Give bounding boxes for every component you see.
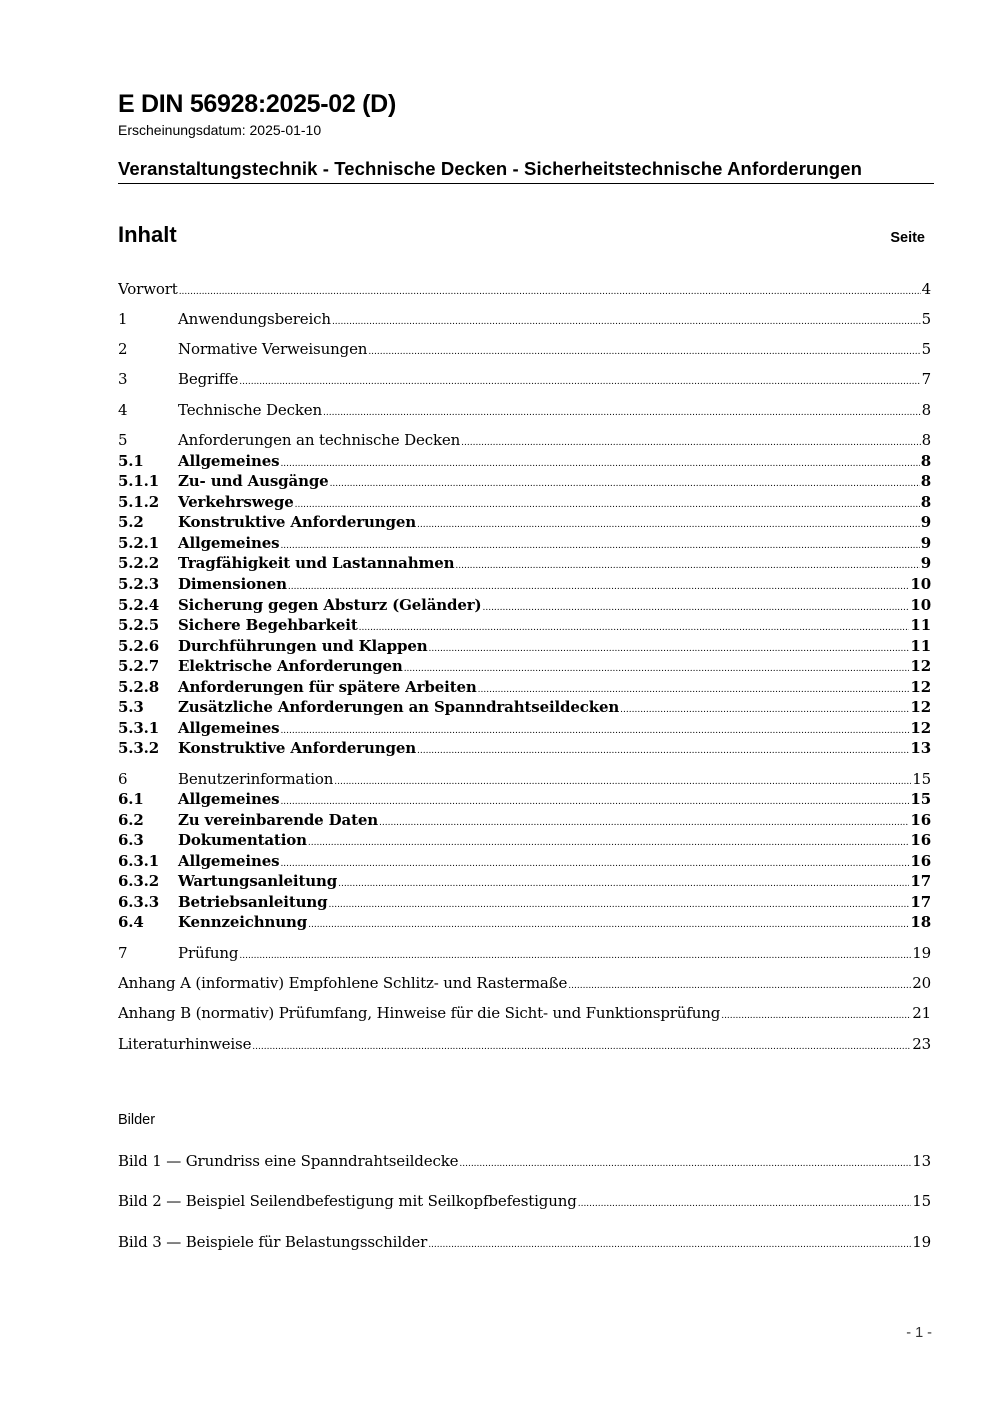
toc-entry-annex-b[interactable] — [118, 1004, 931, 1024]
toc-entry-page: 16 — [910, 831, 931, 849]
toc-entry-6-3-2[interactable] — [118, 872, 931, 892]
dot-leader — [330, 472, 920, 490]
dot-leader — [288, 575, 910, 593]
toc-entry-3[interactable] — [118, 370, 931, 390]
toc-entry-page: 17 — [910, 872, 931, 890]
toc-entry-number: 6.2 — [118, 811, 144, 829]
toc-entry-number: 5 — [118, 431, 128, 449]
toc-entry-number: 6.1 — [118, 790, 144, 808]
toc-entry-page: 20 — [912, 974, 931, 992]
toc-entry-text: Sicherung gegen Absturz (Geländer) — [178, 596, 482, 614]
toc-entry-number: 6.3.3 — [118, 893, 160, 911]
figure-entry-text: Bild 3 — Beispiele für Belastungsschilder — [118, 1233, 428, 1251]
page-column-label: Seite — [890, 230, 925, 246]
dot-leader — [239, 944, 911, 962]
toc-entry-text: Anforderungen für spätere Arbeiten — [178, 678, 477, 696]
toc-entry-number: 5.2.2 — [118, 554, 160, 572]
toc-entry-text: Betriebsanleitung — [178, 893, 328, 911]
toc-entry-text: Dokumentation — [178, 831, 307, 849]
toc-entry-4[interactable] — [118, 401, 931, 421]
toc-entry-text: Verkehrswege — [178, 493, 294, 511]
dot-leader — [482, 596, 909, 614]
toc-entry-5-3-2[interactable] — [118, 739, 931, 759]
toc-entry-page: 5 — [921, 310, 931, 328]
toc-entry-5[interactable] — [118, 431, 931, 451]
toc-entry-5-3[interactable] — [118, 698, 931, 718]
toc-entry-7[interactable] — [118, 944, 931, 964]
toc-entry-text: Zu vereinbarende Daten — [178, 811, 379, 829]
toc-entry-5-2-3[interactable] — [118, 575, 931, 595]
toc-entry-text: Durchführungen und Klappen — [178, 637, 428, 655]
publication-date: Erscheinungsdatum: 2025-01-10 — [118, 122, 322, 138]
figures-heading: Bilder — [118, 1112, 156, 1128]
toc-entry-text: Anhang B (normativ) Prüfumfang, Hinweise für die Sicht- und Funktionsprüfung — [118, 1004, 721, 1022]
toc-entry-page: 19 — [912, 944, 931, 962]
toc-entry-bibliography[interactable] — [118, 1035, 931, 1055]
toc-entry-text: Anwendungsbereich — [178, 310, 331, 328]
toc-entry-5-2[interactable] — [118, 513, 931, 533]
toc-entry-number: 6.3.1 — [118, 852, 160, 870]
toc-entry-text: Normative Verweisungen — [178, 340, 368, 358]
toc-entry-annex-a[interactable] — [118, 974, 931, 994]
toc-entry-1[interactable] — [118, 310, 931, 330]
toc-entry-page: 18 — [910, 913, 931, 931]
toc-entry-5-2-5[interactable] — [118, 616, 931, 636]
dot-leader — [429, 637, 910, 655]
dot-leader — [179, 280, 921, 298]
toc-entry-number: 6.3.2 — [118, 872, 160, 890]
toc-entry-number: 6.4 — [118, 913, 144, 931]
figure-entry-1[interactable] — [118, 1152, 931, 1172]
dot-leader — [620, 698, 909, 716]
figure-entry-page: 19 — [912, 1233, 931, 1251]
toc-entry-number: 5.2.5 — [118, 616, 160, 634]
dot-leader — [455, 554, 919, 572]
toc-entry-6-4[interactable] — [118, 913, 931, 933]
toc-entry-5-1[interactable] — [118, 452, 931, 472]
toc-entry-text: Literaturhinweise — [118, 1035, 252, 1053]
toc-entry-number: 6.3 — [118, 831, 144, 849]
toc-entry-page: 10 — [910, 575, 931, 593]
toc-entry-text: Allgemeines — [178, 719, 280, 737]
toc-entry-number: 3 — [118, 370, 128, 388]
toc-entry-number: 5.2.6 — [118, 637, 160, 655]
toc-entry-page: 8 — [920, 452, 931, 470]
toc-entry-page: 12 — [910, 698, 931, 716]
toc-entry-page: 8 — [921, 431, 931, 449]
toc-entry-page: 9 — [920, 554, 931, 572]
dot-leader — [461, 431, 920, 449]
dot-leader — [308, 913, 909, 931]
figure-entry-3[interactable] — [118, 1233, 931, 1253]
toc-entry-number: 5.2.8 — [118, 678, 160, 696]
dot-leader — [332, 310, 921, 328]
toc-entry-5-2-1[interactable] — [118, 534, 931, 554]
toc-entry-5-1-1[interactable] — [118, 472, 931, 492]
document-id: E DIN 56928:2025-02 (D) — [118, 90, 396, 118]
dot-leader — [328, 893, 909, 911]
dot-leader — [280, 719, 909, 737]
toc-entry-number: 5.2.1 — [118, 534, 160, 552]
toc-entry-page: 9 — [920, 513, 931, 531]
toc-entry-5-2-8[interactable] — [118, 678, 931, 698]
toc-entry-text: Dimensionen — [178, 575, 287, 593]
toc-entry-text: Benutzerinformation — [178, 770, 334, 788]
toc-entry-number: 7 — [118, 944, 128, 962]
toc-entry-number: 5.3.2 — [118, 739, 160, 757]
toc-entry-6-3[interactable] — [118, 831, 931, 851]
dot-leader — [323, 401, 921, 419]
toc-entry-6-3-3[interactable] — [118, 893, 931, 913]
toc-entry-page: 10 — [910, 596, 931, 614]
toc-entry-text: Prüfung — [178, 944, 239, 962]
toc-entry-text: Allgemeines — [178, 852, 280, 870]
toc-entry-page: 12 — [910, 678, 931, 696]
figure-entry-page: 15 — [912, 1192, 931, 1210]
toc-entry-text: Allgemeines — [178, 790, 280, 808]
toc-entry-number: 5.2.4 — [118, 596, 160, 614]
dot-leader — [417, 513, 920, 531]
toc-entry-page: 17 — [910, 893, 931, 911]
toc-entry-page: 4 — [921, 280, 931, 298]
toc-entry-number: 5.2.7 — [118, 657, 160, 675]
toc-entry-page: 7 — [921, 370, 931, 388]
figure-entry-page: 13 — [912, 1152, 931, 1170]
toc-entry-text: Anhang A (informativ) Empfohlene Schlitz- und Rastermaße — [118, 974, 568, 992]
toc-entry-page: 11 — [910, 637, 931, 655]
dot-leader — [428, 1233, 911, 1251]
toc-entry-6[interactable] — [118, 770, 931, 790]
dot-leader — [280, 534, 919, 552]
toc-entry-page: 12 — [910, 719, 931, 737]
toc-entry-text: Konstruktive Anforderungen — [178, 513, 416, 531]
toc-entry-page: 15 — [912, 770, 931, 788]
dot-leader — [280, 790, 909, 808]
toc-entry-6-2[interactable] — [118, 811, 931, 831]
toc-entry-vorwort[interactable] — [118, 280, 931, 300]
figure-entry-text: Bild 2 — Beispiel Seilendbefestigung mit Seilkopfbefestigung — [118, 1192, 577, 1210]
toc-entry-number: 5.3.1 — [118, 719, 160, 737]
toc-entry-page: 13 — [910, 739, 931, 757]
toc-entry-page: 9 — [920, 534, 931, 552]
toc-entry-page: 23 — [912, 1035, 931, 1053]
dot-leader — [359, 616, 910, 634]
toc-entry-5-2-6[interactable] — [118, 637, 931, 657]
toc-entry-number: 4 — [118, 401, 128, 419]
toc-entry-text: Technische Decken — [178, 401, 323, 419]
dot-leader — [280, 852, 909, 870]
toc-entry-number: 5.2.3 — [118, 575, 160, 593]
toc-entry-text: Sichere Begehbarkeit — [178, 616, 358, 634]
dot-leader — [568, 974, 911, 992]
dot-leader — [379, 811, 909, 829]
toc-entry-page: 12 — [910, 657, 931, 675]
toc-entry-page: 16 — [910, 852, 931, 870]
toc-entry-number: 1 — [118, 310, 128, 328]
toc-entry-text: Kennzeichnung — [178, 913, 308, 931]
toc-entry-page: 15 — [910, 790, 931, 808]
figure-entry-2[interactable] — [118, 1192, 931, 1212]
toc-entry-text: Allgemeines — [178, 534, 280, 552]
toc-entry-page: 8 — [920, 472, 931, 490]
toc-entry-text: Tragfähigkeit und Lastannahmen — [178, 554, 455, 572]
dot-leader — [417, 739, 909, 757]
toc-entry-text: Anforderungen an technische Decken — [178, 431, 461, 449]
toc-entry-page: 8 — [921, 401, 931, 419]
dot-leader — [368, 340, 920, 358]
dot-leader — [578, 1192, 911, 1210]
toc-entry-6-1[interactable] — [118, 790, 931, 810]
figure-entry-text: Bild 1 — Grundriss eine Spanndrahtseildecke — [118, 1152, 459, 1170]
toc-entry-number: 5.1.1 — [118, 472, 160, 490]
dot-leader — [334, 770, 911, 788]
toc-entry-page: 21 — [912, 1004, 931, 1022]
dot-leader — [252, 1035, 911, 1053]
toc-entry-5-2-4[interactable] — [118, 596, 931, 616]
toc-entry-number: 5.2 — [118, 513, 144, 531]
dot-leader — [239, 370, 920, 388]
toc-entry-number: 5.1.2 — [118, 493, 160, 511]
toc-entry-5-3-1[interactable] — [118, 719, 931, 739]
toc-entry-text: Konstruktive Anforderungen — [178, 739, 416, 757]
toc-entry-number: 5.3 — [118, 698, 144, 716]
dot-leader — [721, 1004, 911, 1022]
toc-entry-number: 5.1 — [118, 452, 144, 470]
toc-entry-text: Allgemeines — [178, 452, 280, 470]
toc-entry-5-2-2[interactable] — [118, 554, 931, 574]
toc-entry-number: 6 — [118, 770, 128, 788]
page-number: - 1 - — [906, 1325, 932, 1341]
toc-entry-page: 5 — [921, 340, 931, 358]
dot-leader — [308, 831, 910, 849]
toc-entry-5-2-7[interactable] — [118, 657, 931, 677]
document-title: Veranstaltungstechnik - Technische Decken - Sicherheitstechnische Anforderungen — [118, 158, 934, 184]
toc-entry-text: Elektrische Anforderungen — [178, 657, 403, 675]
toc-entry-2[interactable] — [118, 340, 931, 360]
dot-leader — [295, 493, 920, 511]
toc-heading: Inhalt — [118, 222, 177, 247]
dot-leader — [338, 872, 909, 890]
toc-entry-number: 2 — [118, 340, 128, 358]
toc-entry-page: 16 — [910, 811, 931, 829]
toc-entry-5-1-2[interactable] — [118, 493, 931, 513]
toc-entry-text: Vorwort — [118, 280, 178, 298]
toc-entry-6-3-1[interactable] — [118, 852, 931, 872]
toc-entry-text: Zusätzliche Anforderungen an Spanndrahtseildecken — [178, 698, 620, 716]
toc-entry-text: Wartungsanleitung — [178, 872, 338, 890]
toc-entry-text: Begriffe — [178, 370, 239, 388]
dot-leader — [404, 657, 910, 675]
dot-leader — [478, 678, 910, 696]
dot-leader — [280, 452, 919, 470]
dot-leader — [459, 1152, 911, 1170]
toc-entry-text: Zu- und Ausgänge — [178, 472, 329, 490]
toc-entry-page: 11 — [910, 616, 931, 634]
toc-entry-page: 8 — [920, 493, 931, 511]
